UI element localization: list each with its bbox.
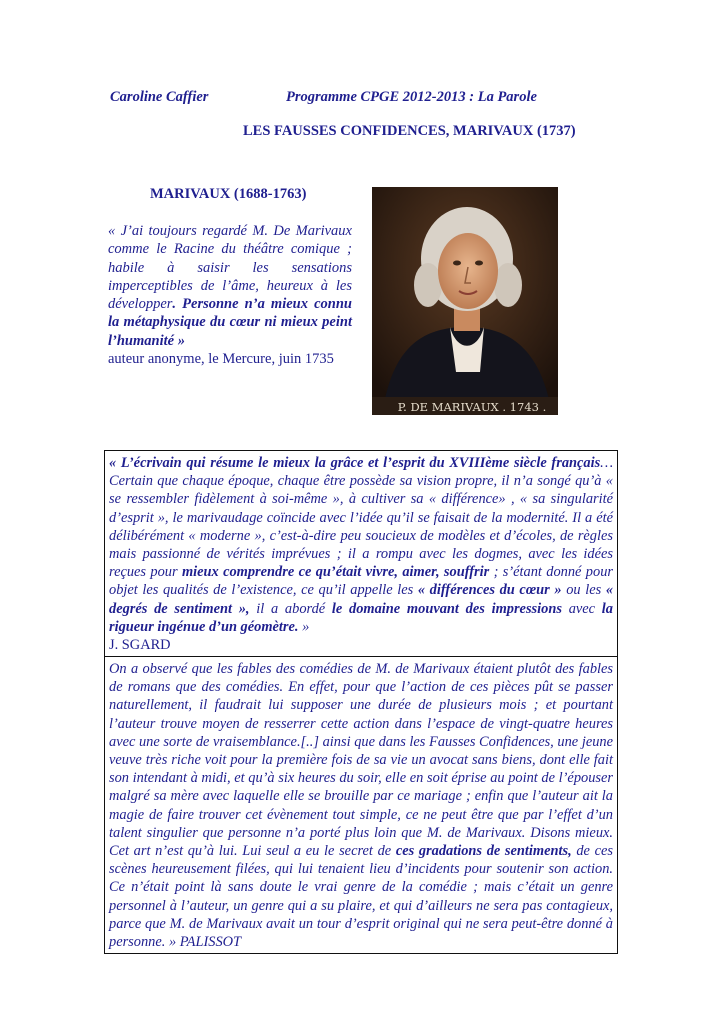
portrait-caption: P. DE MARIVAUX . 1743 . — [397, 400, 547, 414]
sgard-text: …Certain que chaque époque, chaque être possède sa vision propre, il n’a songé qu’à « se ressembler fidèlement à soi-même », à cultiver sa « différence» , « sa singularité d’esprit », le marivaudage coïncide avec l’idée qu’il se faisait de la modernité. Il a été délibérément « moderne », c’est-à-dire peu soucieux de modèles et d’écoles, de règles mais passionné de vérités imprévues ; il a rompu avec les dogmes, avec les idées reçues pour — [109, 455, 613, 581]
sgard-quote-box — [104, 450, 618, 657]
sgard-text: « L’écrivain qui résume le mieux la grâce et l’esprit du XVIIIème siècle français — [109, 455, 601, 471]
sgard-text: ; s’étant donné pour objet les qualités de l’existence, ce qu’il appelle les — [109, 564, 613, 599]
programme-title: Programme CPGE 2012-2013 : La Parole — [286, 89, 537, 105]
sgard-text: mieux comprendre ce qu’était vivre, aimer, souffrir — [181, 564, 490, 581]
sgard-text: « différences du cœur » — [417, 582, 562, 599]
marivaux-portrait — [372, 187, 558, 415]
sgard-text: avec — [561, 600, 602, 617]
author-name: Caroline Caffier — [110, 89, 209, 105]
quote-text — [108, 222, 352, 350]
quote-bold-part: . Personne n’a mieux connu la métaphysique du cœur ni mieux peint l’humanité » — [108, 296, 352, 349]
sgard-text: le domaine mouvant des impressions — [331, 600, 562, 617]
page-title: LES FAUSSES CONFIDENCES, MARIVAUX (1737) — [243, 123, 576, 139]
quote-part: « J’ai toujours regardé M. De Marivaux comme le Racine du théâtre comique ; habile à saisir les sensations imperceptibles de l’âme, heureux à les développer — [108, 223, 352, 313]
sgard-text: ou les — [561, 582, 606, 599]
sgard-text: la rigueur ingénue d’un géomètre. — [109, 600, 613, 635]
sgard-text: il a abordé — [249, 600, 332, 617]
palissot-text: de ces scènes heureusement filées, qui lui tenaient lieu d’incidents pour soutenir son action. Ce n’était point là sans doute le vrai genre de la comédie ; mais c’était un genre personnel à l’auteur, un genre qui a su plaire, et qui d’ailleurs ne sera pas contagieux, parce que M. de Marivaux avait un tour d’esprit original qui ne sera peut-être donné à personne. » PALISSOT — [109, 843, 613, 951]
marivaux-quote — [108, 222, 352, 368]
palissot-text: On a observé que les fables des comédies de M. de Marivaux étaient plutôt des fables de romans que des comédies. En effet, pour que l’action de ces pièces pût se passer naturellement, il faudrait lui supposer une durée de plusieurs mois ; et pourtant l’auteur trouve moyen de resserrer cette action dans l’espace de vingt-quatre heures avec une sorte de vraisemblance.[..] ainsi que dans les Fausses Confidences, une jeune veuve très riche voit pour la première fois de sa vie un avocat sans biens, dont elle fait son intendant à midi, et qu’à six heures du soir, elle en soit éprise au point de l’épouser malgré sa mère avec laquelle elle se brouille par ce mariage ; enfin que l’auteur ait la magie de faire trouver cet évènement tout simple, ce ne peut être que par l’effet d’un talent singulier que personne n’a porté plus loin que M. de Marivaux. Disons mieux. Cet art n’est qu’à lui. Lui seul a eu le secret de — [109, 661, 613, 860]
quote-attribution: auteur anonyme, le Mercure, juin 1735 — [108, 351, 334, 368]
portrait-image — [372, 187, 558, 415]
section-heading: MARIVAUX (1688-1763) — [150, 186, 307, 202]
sgard-author: J. SGARD — [109, 637, 171, 654]
palissot-text: ces gradations de sentiments, — [395, 843, 572, 860]
sgard-text: » — [298, 618, 310, 635]
sgard-text: « degrés de sentiment », — [109, 582, 614, 617]
palissot-quote-box — [104, 656, 618, 954]
